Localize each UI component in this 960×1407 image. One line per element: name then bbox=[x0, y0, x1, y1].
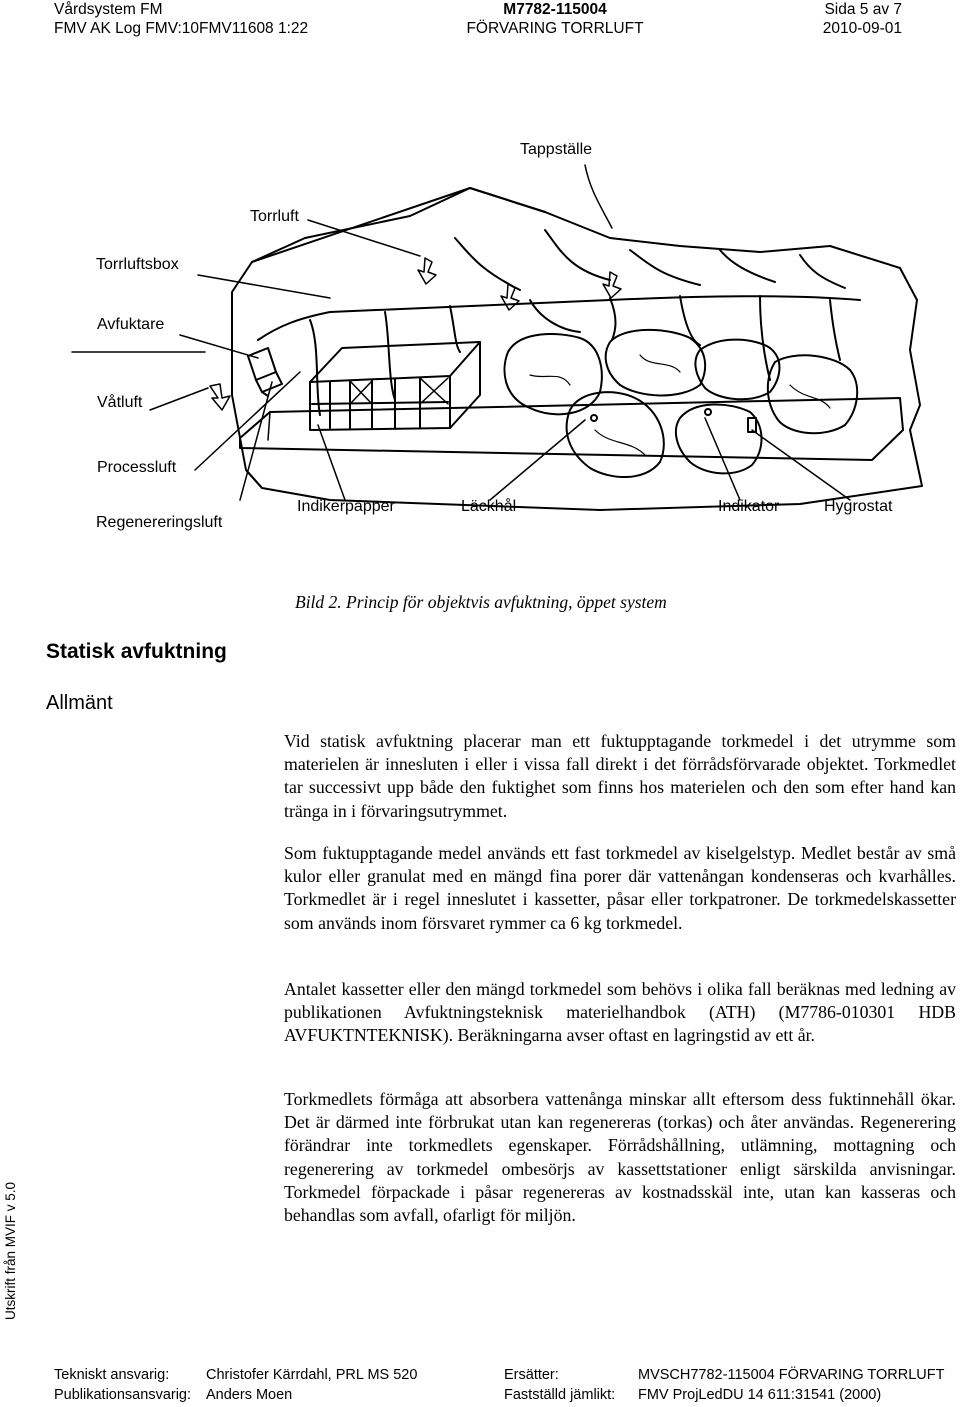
section-heading: Statisk avfuktning bbox=[46, 640, 227, 663]
document-number: M7782-115004 bbox=[503, 1, 607, 18]
footer-tech-name: Christofer Kärrdahl, PRL MS 520 bbox=[206, 1367, 418, 1383]
label-vatluft: Våtluft bbox=[97, 394, 143, 411]
dehumidification-figure bbox=[0, 120, 960, 560]
label-indikator: Indikator bbox=[718, 498, 780, 515]
dehumidifier-unit bbox=[310, 342, 480, 430]
footer-pub-label: Publikationsansvarig: bbox=[54, 1387, 192, 1403]
document-date: 2010-09-01 bbox=[822, 20, 902, 37]
body-paragraph-4: Torkmedlets förmåga att absorbera vattenånga minskar allt eftersom dess fuktinnehåll ökar. Det är därmed inte förbrukat utan kan regenereras (torkas) och åter användas. Regenerering förändrar inte torkmedlets egenskaper. Förrådshållning, utlämning, mottagning och regenerering av torkmedel ombesörjs av kassettstationer enligt särskilda anvisningar. Torkmedel förpackade i påsar regenereras av kostnadsskäl inte, utan kan kasseras och behandlas som avfall, ofarligt för miljön. bbox=[284, 1089, 956, 1226]
side-print-note: Utskrift från MVIF v 5.0 bbox=[3, 1181, 18, 1320]
cover-outline bbox=[232, 188, 922, 510]
label-regenereringsluft: Regenereringsluft bbox=[96, 514, 223, 531]
container-illustration bbox=[0, 120, 960, 560]
subheading: Allmänt bbox=[46, 692, 113, 714]
label-torrluftsbox: Torrluftsbox bbox=[96, 256, 179, 273]
label-tappstalle: Tappställe bbox=[520, 141, 593, 158]
footer-replaces-value: MVSCH7782-115004 FÖRVARING TORRLUFT bbox=[638, 1367, 945, 1383]
label-indikerpapper: Indikerpapper bbox=[297, 498, 395, 515]
leak-hole-marker bbox=[591, 415, 597, 421]
footer-replaces-label: Ersätter: bbox=[504, 1367, 559, 1383]
dry-air-box bbox=[248, 348, 282, 396]
figure-caption: Bild 2. Princip för objektvis avfuktning, öppet system bbox=[295, 592, 667, 612]
header-center bbox=[455, 0, 655, 38]
header-left bbox=[54, 0, 308, 38]
header-right bbox=[823, 0, 902, 38]
indicator-marker bbox=[705, 409, 711, 415]
label-avfuktare: Avfuktare bbox=[97, 316, 165, 333]
body-paragraph-3: Antalet kassetter eller den mängd torkmedel som behövs i olika fall beräknas med ledning av publikationen Avfuktningsteknisk materielhandbok (ATH) (M7786-010301 HDB AVFUKTNTEKNISK). Beräkningarna avser oftast en lagringstid av ett år. bbox=[284, 979, 956, 1046]
log-reference: FMV AK Log FMV:10FMV11608 1:22 bbox=[54, 20, 309, 37]
body-paragraph-2: Som fuktupptagande medel används ett fast torkmedel av kiselgelstyp. Medlet består av små kulor eller granulat med en mängd fina porer där vattenångan kondenseras och kvarhålles. Torkmedlet är i regel inneslutet i kassetter, påsar eller torkpatroner. De torkmedelskassetter som används inom försvaret rymmer ca 6 kg torkmedel. bbox=[284, 843, 956, 933]
leader-lines bbox=[72, 165, 850, 500]
document-title: FÖRVARING TORRLUFT bbox=[466, 20, 644, 37]
page-indicator: Sida 5 av 7 bbox=[824, 1, 902, 18]
body-paragraph-1: Vid statisk avfuktning placerar man ett fuktupptagande torkmedel i det utrymme som materielen är innesluten i eller i vissa fall direkt i det förrådsförvarade objektet. Torkmedlet tar successivt upp både den fuktighet som finns hos materielen och den som efter hand kan tränga in i förvaringsutrymmet. bbox=[284, 731, 956, 821]
footer-approved-label: Fastställd jämlikt: bbox=[504, 1387, 616, 1403]
label-processluft: Processluft bbox=[97, 459, 177, 476]
footer-tech-label: Tekniskt ansvarig: bbox=[54, 1367, 170, 1383]
footer-pub-name: Anders Moen bbox=[206, 1387, 293, 1403]
label-torrluft: Torrluft bbox=[250, 208, 299, 225]
label-lackhal: Läckhål bbox=[461, 498, 517, 515]
system-name: Vårdsystem FM bbox=[54, 1, 163, 18]
label-hygrostat: Hygrostat bbox=[824, 498, 893, 515]
footer-approved-value: FMV ProjLedDU 14 611:31541 (2000) bbox=[638, 1387, 882, 1403]
